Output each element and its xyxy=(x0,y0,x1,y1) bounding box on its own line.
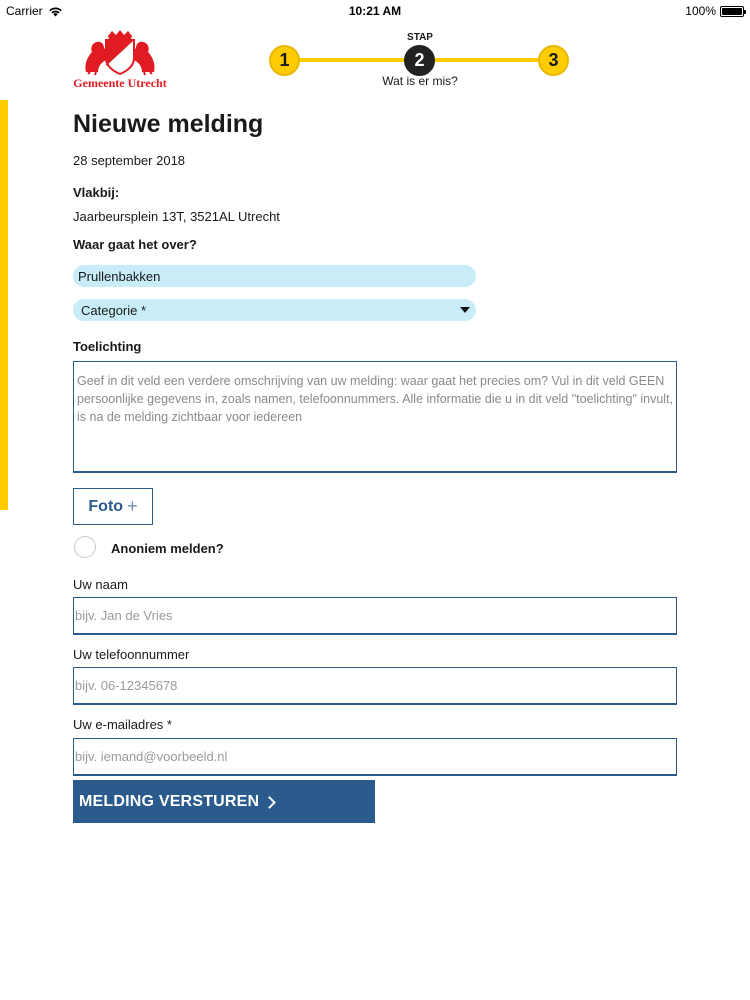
add-photo-label: Foto xyxy=(88,497,124,515)
step-1[interactable]: 1 xyxy=(269,45,300,76)
name-input[interactable] xyxy=(73,597,677,635)
page-title: Nieuwe melding xyxy=(73,110,264,138)
submit-report-button[interactable] xyxy=(73,780,375,823)
name-label: Uw naam xyxy=(73,577,128,592)
stepper-stap-label: STAP xyxy=(407,32,433,43)
status-right xyxy=(685,4,744,18)
add-photo-button[interactable] xyxy=(73,488,153,525)
submit-label: MELDING VERSTUREN xyxy=(79,792,260,810)
email-input[interactable] xyxy=(73,738,677,776)
logo-text: Gemeente Utrecht xyxy=(73,76,167,90)
explanation-label: Toelichting xyxy=(73,339,142,354)
coat-of-arms-icon xyxy=(68,30,172,76)
chevron-right-icon xyxy=(263,796,276,809)
category-select-label: Categorie * xyxy=(81,302,147,318)
category-select[interactable] xyxy=(73,299,476,321)
email-label: Uw e-mailadres * xyxy=(73,717,172,732)
gemeente-utrecht-logo xyxy=(68,30,172,90)
plus-icon: + xyxy=(127,496,138,516)
topic-field[interactable] xyxy=(73,265,476,287)
name-placeholder: bijv. Jan de Vries xyxy=(75,608,173,623)
status-time: 10:21 AM xyxy=(348,4,402,18)
side-accent-bar xyxy=(0,100,8,510)
topic-label: Waar gaat het over? xyxy=(73,237,197,252)
anonymous-label: Anoniem melden? xyxy=(111,541,224,556)
explanation-textarea[interactable] xyxy=(73,361,677,473)
email-placeholder: bijv. iemand@voorbeeld.nl xyxy=(75,749,228,764)
progress-stepper xyxy=(268,30,572,90)
nearby-address: Jaarbeursplein 13T, 3521AL Utrecht xyxy=(73,209,280,224)
topic-value: Prullenbakken xyxy=(78,268,161,284)
anonymous-radio[interactable] xyxy=(74,536,96,558)
report-date: 28 september 2018 xyxy=(73,153,186,168)
battery-percent: 100% xyxy=(685,4,716,18)
nearby-label: Vlakbij: xyxy=(73,185,120,200)
explanation-placeholder: Geef in dit veld een verdere omschrijving van uw melding: waar gaat het precies om? Vul in dit veld GEEN persoonlijke gegevens in, zoals namen, telefoonnummers. Alle informatie die u in dit veld "toelichting" invult, is na de melding zichtbaar voor iedereen xyxy=(77,374,674,424)
status-bar xyxy=(0,0,750,22)
carrier-label: Carrier xyxy=(6,4,43,18)
phone-input[interactable] xyxy=(73,667,677,705)
phone-placeholder: bijv. 06-12345678 xyxy=(75,678,178,693)
dropdown-caret-icon xyxy=(460,307,470,313)
battery-icon xyxy=(720,6,744,17)
step-3[interactable]: 3 xyxy=(538,45,569,76)
stepper-caption: Wat is er mis? xyxy=(382,74,458,88)
step-2-active[interactable]: 2 xyxy=(404,45,435,76)
phone-label: Uw telefoonnummer xyxy=(73,647,190,662)
